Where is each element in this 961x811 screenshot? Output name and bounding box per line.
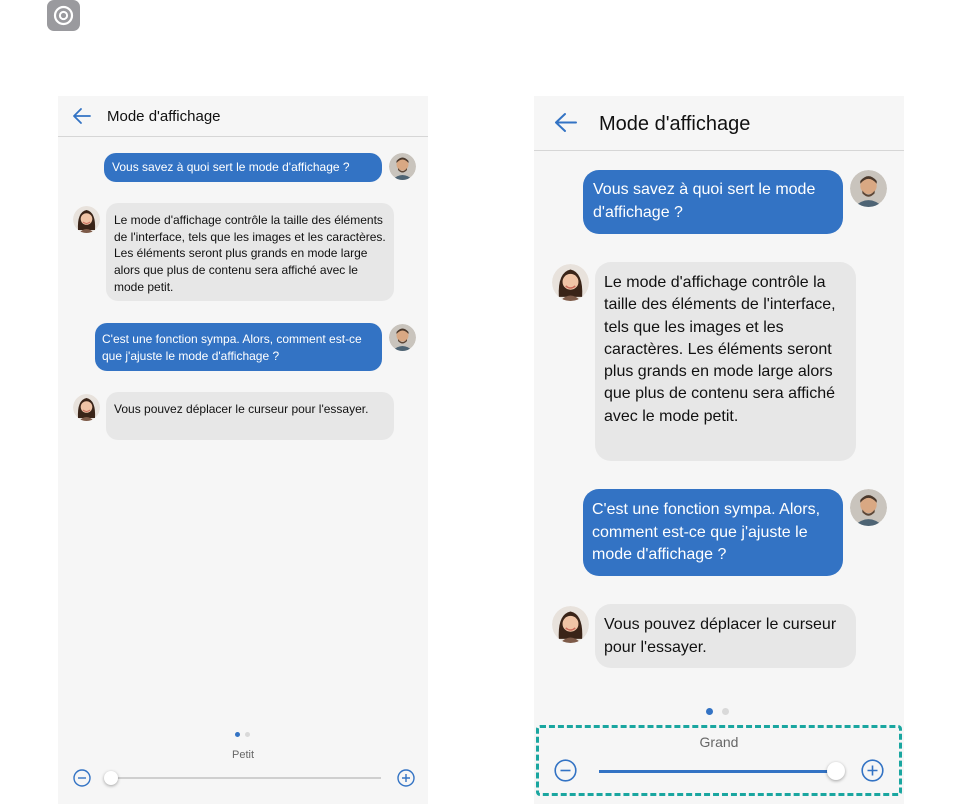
- phone-screen-large: [534, 96, 904, 804]
- avatar-assistant: [73, 206, 100, 233]
- page-dot: [245, 732, 250, 737]
- avatar-assistant: [552, 606, 589, 643]
- slider-highlight-frame: [536, 725, 902, 796]
- chat-bubble-assistant: [595, 262, 856, 461]
- chat-bubble-user: [104, 153, 382, 182]
- chat-bubble-user: [583, 170, 843, 234]
- chat-bubble-assistant: [595, 604, 856, 668]
- message-text: Vous pouvez déplacer le curseur pour l'essayer.: [114, 402, 369, 416]
- chat-bubble-assistant: [106, 203, 394, 301]
- avatar-assistant: [552, 264, 589, 301]
- display-size-slider-row: [58, 766, 428, 790]
- size-label: Petit: [231, 749, 254, 761]
- header: [58, 96, 428, 137]
- avatar-user: [389, 324, 416, 351]
- plus-circle-icon[interactable]: [397, 769, 415, 792]
- header: [534, 96, 904, 151]
- message-text: Vous savez à quoi sert le mode d'affichage ?: [593, 181, 816, 221]
- avatar-user: [850, 170, 887, 207]
- message-text: Le mode d'affichage contrôle la taille des éléments de l'interface, tels que les images et les caractères. Les éléments seront plus grands en mode large alors que plus de contenu sera affiché avec le mode petit.: [604, 274, 836, 425]
- phone-screen-small: [58, 96, 428, 804]
- arrow-left-icon[interactable]: [554, 112, 578, 138]
- message-text: Vous savez à quoi sert le mode d'affichage ?: [112, 160, 350, 174]
- message-text: C'est une fonction sympa. Alors, comment est-ce que j'ajuste le mode d'affichage ?: [592, 501, 821, 563]
- chat-bubble-assistant: [106, 392, 394, 440]
- page-title: Mode d'affichage: [107, 108, 221, 125]
- page-indicator: [235, 732, 250, 737]
- page-indicator: [706, 708, 729, 715]
- message-text: Le mode d'affichage contrôle la taille des éléments de l'interface, tels que les images et les caractères. Les éléments seront plus grands en mode large alors que plus de contenu sera affiché avec le mode petit.: [114, 213, 386, 294]
- page-dot: [235, 732, 240, 737]
- avatar-assistant: [73, 394, 100, 421]
- page-dot: [722, 708, 729, 715]
- arrow-left-icon[interactable]: [72, 107, 92, 130]
- message-text: Vous pouvez déplacer le curseur pour l'essayer.: [604, 616, 837, 656]
- page-dot: [706, 708, 713, 715]
- slider-thumb[interactable]: [104, 771, 118, 785]
- size-label: Grand: [699, 734, 739, 750]
- avatar-user: [389, 153, 416, 180]
- chat-bubble-user: [95, 323, 382, 371]
- message-text: C'est une fonction sympa. Alors, comment est-ce que j'ajuste le mode d'affichage ?: [102, 332, 362, 363]
- chat-bubble-user: [583, 489, 843, 576]
- page-title: Mode d'affichage: [599, 113, 751, 135]
- slider-track[interactable]: [111, 777, 381, 779]
- minus-circle-icon[interactable]: [73, 769, 91, 792]
- settings-icon: [47, 0, 80, 31]
- avatar-user: [850, 489, 887, 526]
